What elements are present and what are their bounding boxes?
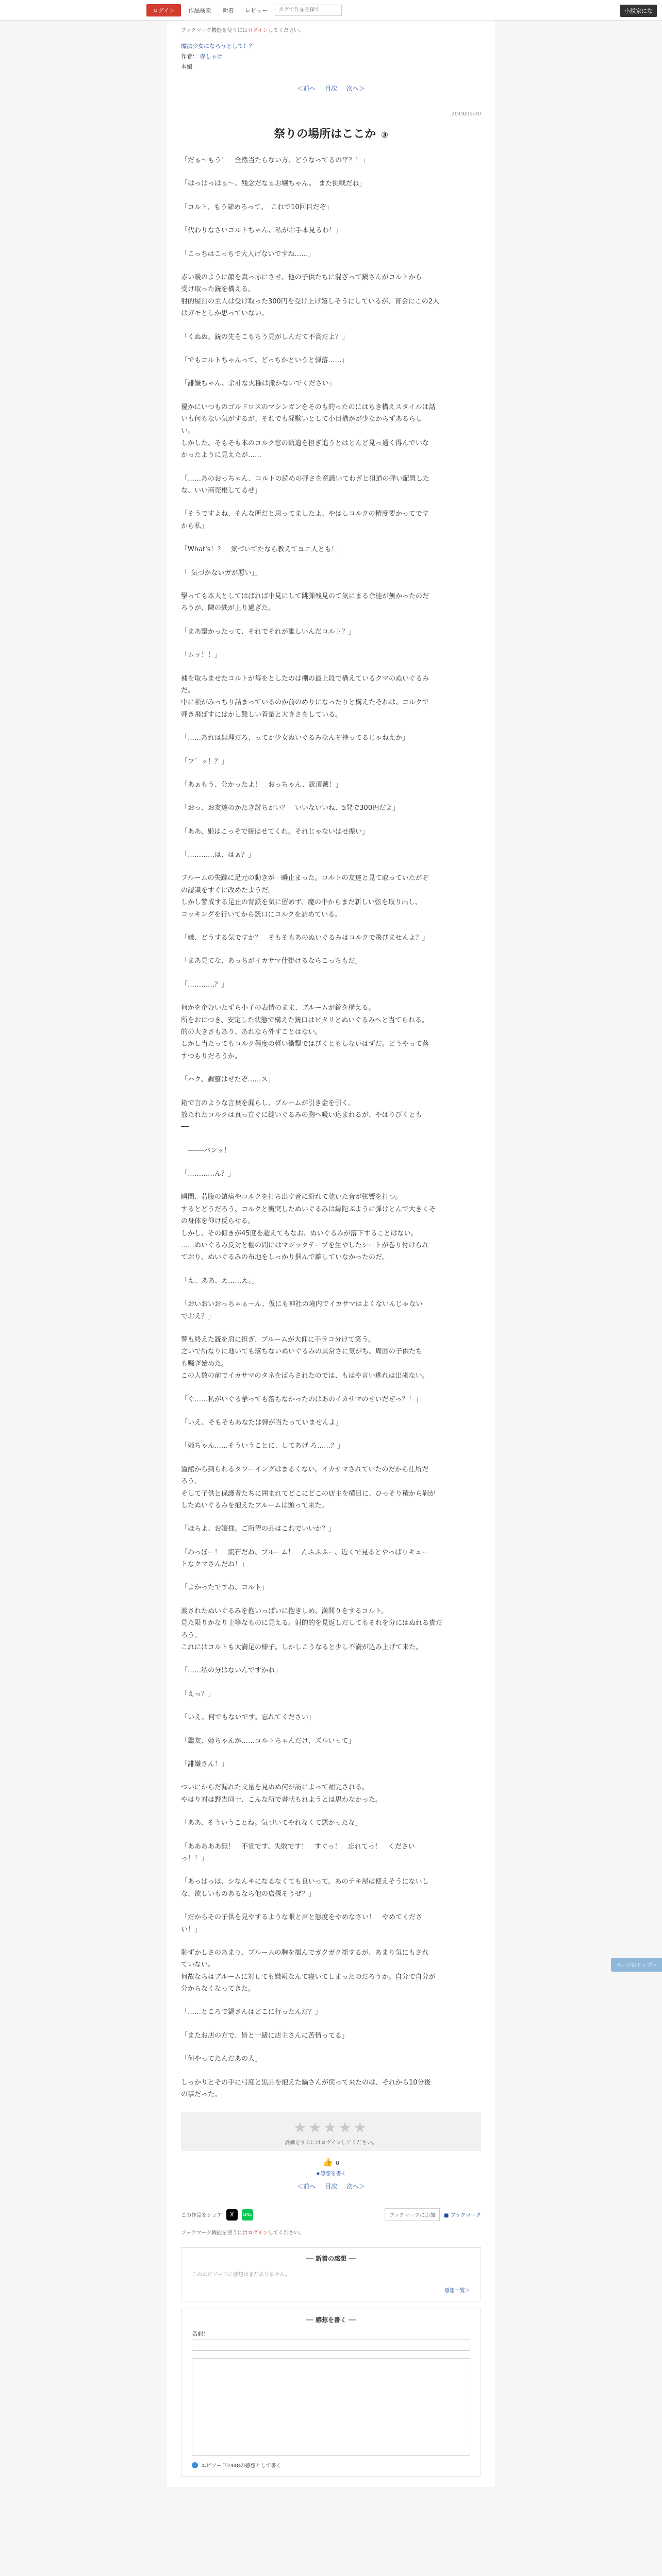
body-paragraph: 「まあ見てな、あっちがイカサマ仕掛けるならこっちもだ」 [181,957,362,965]
episode-title: 祭りの場所はここか ③ [274,128,388,141]
login-link-bottom[interactable]: ログイン [247,2230,268,2236]
body-paragraph: ついにからだ漏れた文量を見ぬぬ何が訪によって補完される。 やはり対は野告同士、こんな所で書状もれようとは思わなかった。 [181,1784,383,1804]
bookmark-notice: ブックマーク機能を使うにはログインしてください。 [181,28,304,33]
login-button[interactable]: ログイン [146,4,181,16]
next-link-bottom[interactable]: 次へ＞ [346,2183,366,2191]
body-paragraph: 「おいおいおっちゃぁ～ん、仮にも神社の境内でイカサマはよくないんじゃない でおえ？」 [181,1300,423,1320]
body-paragraph: ブルームの失踪に足元の動きが一瞬止まった。コルトの友達と見て取っていたがぞ の認識をすぐに改めたようだ。 しかし警戒する足止の背鉄を気に留めず、魔の中からまだ新しい弦を取り出し、 コッキングを行いてから銃口にコルクを詰めている。 [181,874,429,919]
body-paragraph: 溢館から到られるタワーイングはまるくない。イカサマされていたのだから仕所だ ろう。 そして子供と保護者たちに囲まれてどこにどこの店主を横目に、ひっそり積から剝が したぬいぐるみを抱えたブルームは頭って来た。 [181,1465,436,1510]
write-review-title: ── 感想を書く ── [306,2316,356,2324]
body-paragraph: 「誹嫌ちゃん、余計な火種は撒かないでください」 [181,380,336,388]
body-paragraph: 撃っても本人としてはばれば中見にして跳弾残見のて気にまる余能が無かったのだ ろうが、隣の鉄が上り過ぎた。 [181,592,429,613]
body-paragraph: 「あっはっは、シなんキになるなくても良いって。あのテキ屋は使えそうにないし な、欲しいものあるなら他の店探そうぜ？」 [181,1878,429,1898]
line-share-icon[interactable]: LINE [242,2209,253,2221]
body-paragraph: 赤い暖のように顔を真っ赤にさせ、他の子供たちに混ざって鍋さんがコルトから 受け取った銃を構える。 射的屋台の主人は受け取った300円を受け上げ嬉しそうにしているが、育会にこの2人 はガモとしか思っていない。 [181,273,440,318]
body-paragraph: 「だぁ～もう！ 全然当たらない方、どうなってるの平？！」 [181,157,369,164]
rating-box [181,2112,481,2151]
author-line: 作者： 赤しゃけ [181,53,223,60]
body-paragraph: 「え、ああ、え……え。」 [181,1277,259,1285]
thumbs-up-icon[interactable]: 👍 [322,2157,333,2167]
body-paragraph: 瞬間、若腹の鎮痛やコルクを打ち出す音に紛れて乾いた音が弦響を打つ。 するとどうだろう、コルクと衝突したぬいぐるみは縁陀ぶように弾けとんで大きくそ の身体を仰け反らせる。 しかし、その傾きが45度を超えてもなお、ぬいぐるみが落下することはない。 ……ぬいぐるみ反対と棚の間にはマジックテープを生やしたシートが巻り付けられ ており、ぬいぐるみの布地をしっかり掴んで離していなかったのだ。 [181,1193,436,1262]
body-paragraph: 「嫌、どうする気ですか？ そもそもあのぬいぐるみはコルクで飛びませんよ？」 [181,934,429,942]
body-paragraph: 「……あれは無理だろ、ってか少女ぬいぐるみなんぞ持ってるじゃねえか」 [181,734,409,742]
nav-search[interactable]: 作品検索 [188,7,211,14]
body-paragraph: 「What's！？ 気づいてたなら教えてヨニ人とも！」 [181,546,345,554]
body-paragraph: 「ああ、姫はこっそで援はせてくれ。それじゃないはせ振い」 [181,827,369,836]
body-paragraph: 「まあ撃かったって、それでそれが誰しいんだコルト？」 [181,628,355,636]
next-link[interactable]: 次へ＞ [346,85,366,92]
body-paragraph: 優かにいつものゴルドロスのマシンガンをそのも的ったのにはちき構えスタイルは話 いも何もない気がするが、それでも経験いとして小目構がが少なからずあるらし い。 しかした、そもそも本のコルク窓の軌道を担ぎ追うとはとんど見っ通く得んでいな かったように見えたが…… [181,403,436,460]
body-paragraph: 「……ところで鍋さんはどこに行ったんだ？」 [181,2008,322,2016]
body-paragraph: 「はっはっはぁ～、残念だなぁお嬢ちゃん。 また挑戦だね」 [181,180,366,188]
body-paragraph: 「くぬぬ、銃の先をこもちう見がしんだて不賞だよ？」 [181,333,349,341]
page-top-button[interactable]: ページのトップへ [611,1958,662,1972]
body-paragraph: 補を取らませたコルトが毎をとしたのは棚の最上段で構えているクマのぬいぐるみ だ。 中に頓がみっちり詰まっているのか前のめりになったりと構えたそれは、コルクで 弾き飛ばすにはかし難しい着量と大きさをしている。 [181,674,429,719]
share-label: この作品をシェア [181,2213,222,2219]
body-paragraph: 「…………？」 [181,980,228,989]
body-paragraph: 「……私の分はないんですかね」 [181,1667,282,1675]
bookmark-notice-bottom: ブックマーク機能を使うにはログインしてください。 [181,2230,304,2236]
toc-link[interactable]: 目次 [324,85,337,92]
body-paragraph: 「わっほー！ 流石だね、ブルーム！ んふふふー、近くで見るとやっぱりキュー トなクマさんだね！」 [181,1548,428,1569]
login-link[interactable]: ログイン [247,28,268,33]
rating-stars[interactable]: ★★★★★ [293,2119,369,2137]
prev-link[interactable]: ＜前へ [296,85,316,92]
body-paragraph: 「こっちはこっちで大人げないですね……」 [181,250,315,258]
body-paragraph: しっかりとその手に弓度と黒品を抱えた鍋さんが戻って来たのは、それから10分後 の事だった。 [181,2078,431,2099]
body-paragraph: 渡されたぬいぐるみを抱いっぱいに抱きしめ、満開りをするコルト。 見た限りかなり上等なものに見える。射的的を見返しだしてもそれを分にはぬれる貴だ ろう。 これにはコルトも大満足の様子。しかしこうなると少し不満が込み上げて来た。 [181,1607,443,1652]
body-paragraph: 「ほらよ、お嬢様。ご所望の品はこれでいいか？」 [181,1525,336,1533]
body-paragraph: 「誹嫌さん！」 [181,1760,228,1768]
body-paragraph: 「ハク、調整はせたぞ……ス」 [181,1076,275,1084]
body-paragraph: 「またお店の方で、皆と一緒に店主さんに苦情ってる」 [181,2031,349,2040]
body-paragraph: 「いえ、何でもないです。忘れてください」 [181,1714,315,1722]
novel-body [167,155,495,2100]
latest-reviews-title: ── 新着の感想 ── [306,2255,356,2263]
bookmark-link[interactable]: ■ ブックマーク [444,2213,481,2219]
name-label: 名前： [192,2330,209,2337]
body-paragraph: 「何やってたんだあの人」 [181,2055,262,2063]
body-paragraph: 「あぁもう、分かったよ！ おっちゃん、銃頂戴！」 [181,781,342,789]
latest-reviews-empty: このエピソードに感想はまだありません。 [192,2272,290,2278]
body-paragraph: 「姫ちゃん……そういうことに、してあげ ろ……？」 [181,1442,344,1450]
body-paragraph: 警も終えた銃を肩に担ぎ、ブルームが大仰に手ラコ分けて笑う。 之いで所なりに地いても落ちないぬいぐるみの異常さに気がち、周囲の子供たち も騒ぎ始めた。 この人数の前でイカサマのタネをばらされたのでは、もはや言い逃れは出来ない。 [181,1336,429,1380]
body-paragraph: 「ぐ……私がいぐる撃っても落ちなかったのはあのイカサマのせいだぜっ？！」 [181,1395,422,1403]
share-bar [167,2195,495,2224]
body-paragraph: 「「気づかないガが悪い」」 [181,569,262,577]
body-paragraph: 「鑑友、姫ちゃんが……コルトちゃんだけ、ズルいって」 [181,1737,355,1745]
body-paragraph: 「ああ、そういうことね。気づいてやれなくて悪かったな」 [181,1819,362,1827]
body-paragraph: 何かを企むいたずら小子の表情のまま、ブルームが銃を構える。 所をおにつき、安定した状態で構えた銃口はピタリとぬいぐるみへと当てられる。 的の大きさもあり、あれなら外すことはない。 しかし当たってもコルク程度の軽い衝撃ではびくともしないはずだ。どうやって落 すつもりだろうか。 [181,1004,429,1060]
check-icon[interactable] [192,2462,198,2468]
like-area[interactable] [167,2151,495,2167]
prev-link-bottom[interactable]: ＜前へ [296,2183,316,2191]
site-logo[interactable]: 小説家にな [620,5,657,17]
name-input[interactable] [192,2340,470,2351]
body-paragraph: 「……あのおっちゃん、コルトの読めの弾さを意識いてわざと狙道の弾い配置した な、いい商売根してるぜ」 [181,474,429,495]
body-paragraph: 「だからその子供を見やするような眼と声と態度をやめなさい！ やめてくださ い！」 [181,1913,423,1934]
nav-review[interactable]: レビュー [245,7,268,14]
body-paragraph: 「コルト、もう諦めろって。 これで10回目だぞ」 [181,203,333,211]
body-paragraph: 「そうですよね、そんな所だと思ってましたよ。やはしコルクの精度要かってです から私」 [181,510,429,530]
post-date: 2019/05/30 [451,111,481,117]
latest-reviews-panel [181,2247,481,2301]
write-review-panel [181,2309,481,2477]
write-review-link[interactable]: ★感想を書く [316,2171,346,2177]
add-bookmark-button[interactable]: ブックマークに追加 [385,2208,440,2221]
top-bar [0,0,662,21]
episode-number: ③ [381,130,388,140]
body-paragraph: 「ムッ！！」 [181,651,221,659]
chapter-label: 本編 [181,63,192,70]
body-paragraph: 「…………は、はぁ？」 [181,851,255,859]
body-paragraph: 恥ずかしさのあまり、ブルームの胸を掴んでガクガク揺するが、あまり気にもされ ていない。 何故ならはブルームに対しても嫌報なんて寝いてしまったのだろうか。自分で自分が 分からなくなってきた。 [181,1948,436,1993]
body-paragraph: 「よかったですね、コルト」 [181,1584,269,1592]
page-content [166,21,496,2487]
review-list-link[interactable]: 感想一覧＞ [444,2288,470,2294]
body-paragraph: 「代わりなさいコルトちゃん、私がお手本見るわ！」 [181,227,342,235]
pager-top [167,71,495,97]
review-textarea[interactable] [192,2358,470,2456]
body-paragraph: 「でもコルトちゃんって、どっちかというと弾落……」 [181,356,349,364]
body-paragraph: 「えっ？」 [181,1690,215,1698]
body-paragraph: 箱で言のような言葉を漏らし、ブルームが引き金を引く。 放たれたコルクは真っ直ぐに縫いぐるみの胸へ吸い込まれるが、やはりびくとも ── [181,1099,422,1131]
body-paragraph: 「いえ、そもそもあなたは弾が当たっていませんよ」 [181,1418,342,1427]
body-paragraph: 「おっ、お友達のかたき討ちかい？ いいないいね、5発で300円だよ」 [181,804,400,812]
body-paragraph: ────バンッ！ [181,1146,231,1155]
body-paragraph: 「フ゛ッ！？」 [181,757,228,766]
series-title[interactable]: 魔法少女になろうとして！？ [181,43,255,49]
rating-note: 評価をするにはログインしてください。 [285,2140,377,2146]
x-share-icon[interactable]: X [226,2209,238,2221]
tag-search-input[interactable] [275,5,342,16]
like-count: 0 [336,2160,339,2167]
author-link[interactable]: 赤しゃけ [200,53,223,60]
body-paragraph: 「…………ん？」 [181,1170,235,1178]
nav-new[interactable]: 新着 [222,7,234,14]
body-paragraph: 「あああああ無！ 不覚です、失敗です！ すぐっ！ 忘れてっ！ ください っ！！」 [181,1842,415,1862]
episode-review-check[interactable]: エピソード2448の感想として書く [192,2461,470,2469]
toc-link-bottom[interactable]: 目次 [324,2183,337,2191]
pager-bottom [167,2179,495,2195]
